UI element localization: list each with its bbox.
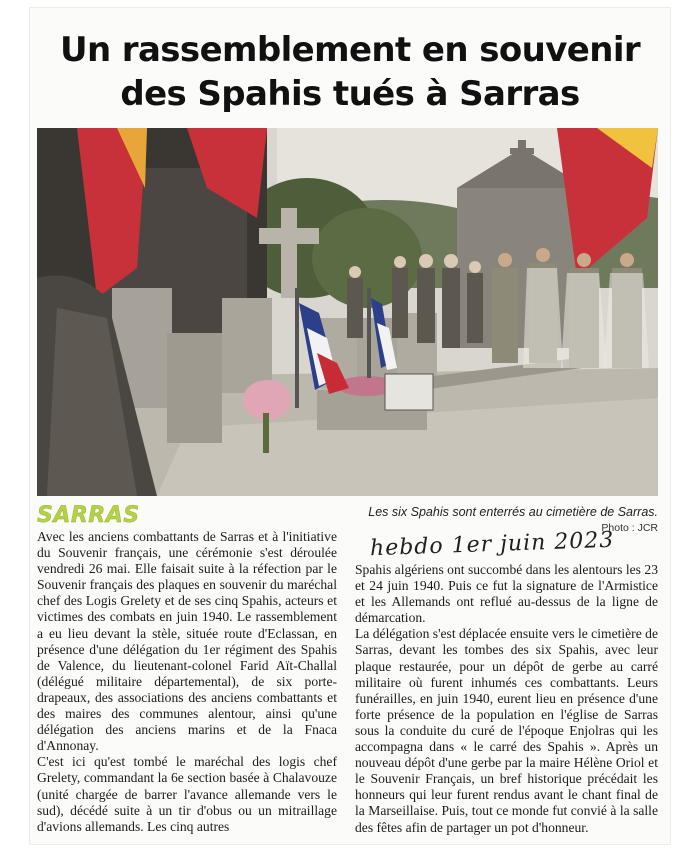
article-column-1 [37, 529, 337, 835]
section-kicker: SARRAS [37, 503, 140, 528]
headline-line-2: des Spahis tués à Sarras [120, 74, 580, 114]
article-photo [37, 128, 658, 496]
paragraph: Avec les anciens combattants de Sarras et à l'initiative du Souvenir français, une cérémonie s'est déroulée vendredi 26 mai. Elle faisait suite à la réfection par le Souvenir français des plaques en souvenir du maréchal chef des Logis Grelety et de ses cinq Spahis, acteurs et victimes des combats en juin 1940. Le rassemblement a eu lieu devant la stèle, située route d'Eclassan, en présence d'une délégation du 1er régiment des Spahis de Valence, du lieutenant-colonel Farid Aït-Challal (délégué militaire départemental), de six porte-drapeaux, des associations des anciens combattants et des maires des communes alentour, ainsi qu'une délégation des anciens marins et de la Fnaca d'Annonay. [37, 529, 337, 754]
article-headline [30, 28, 670, 116]
article-column-2 [355, 562, 658, 836]
photo-caption: Les six Spahis sont enterrés au cimetière de Sarras. [368, 505, 658, 519]
paragraph: Spahis algériens ont succombé dans les alentours les 23 et 24 juin 1940. Puis ce fut la signature de l'Armistice et les Allemands ont reflué au-dessus de la ligne de démarcation. [355, 562, 658, 626]
paragraph: C'est ici qu'est tombé le maréchal des logis chef Grelety, commandant la 6e section basée à Chalavouze (unité chargée de barrer l'avance allemande vers le sud), décédé suite à un tir d'obus ou un mitraillage d'avions allemands. Les cinq autres [37, 754, 337, 834]
handwritten-note: hebdo 1er juin 2023 [369, 527, 615, 562]
paragraph: La délégation s'est déplacée ensuite vers le cimetière de Sarras, devant les tombes des six Spahis, avec leur plaque restaurée, pour un dépôt de gerbe au carré militaire où furent inhumés ces combattants. Leurs funérailles, en juin 1940, eurent lieu en présence d'une forte présence de la population en l'église de Sarras sous la conduite du curé de l'époque Enjolras qui les accompagna dans « le carré des Spahis ». Après un nouveau dépôt d'une gerbe par la maire Hélène Oriol et le Souvenir Français, un bref historique précédait les honneurs qui leur furent rendus avant le chant final de la Marseillaise. Puis, tout ce monde fut convié à la salle des fêtes afin de partager un pot d'honneur. [355, 626, 658, 835]
headline-line-1: Un rassemblement en souvenir [59, 30, 641, 70]
photo-credit: Photo : JCR [601, 522, 658, 534]
